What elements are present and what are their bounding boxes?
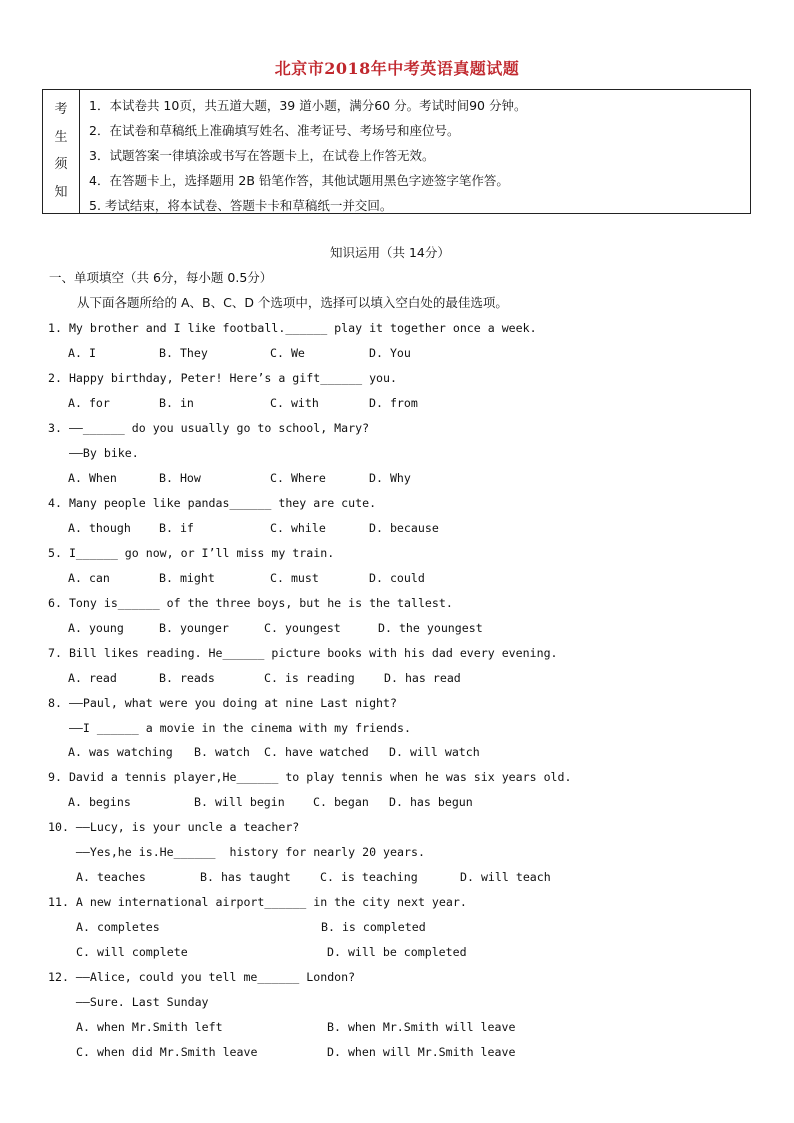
option: B. watch xyxy=(194,745,250,759)
notice-label-char: 知 xyxy=(54,185,68,201)
notice-label xyxy=(43,90,80,213)
option: C. will complete xyxy=(76,945,188,959)
question-stem: 1. My brother and I like football.______ play it together once a week. xyxy=(48,321,537,335)
option: A. when Mr.Smith left xyxy=(76,1020,223,1034)
option: A. read xyxy=(68,671,117,685)
question-stem: 10. ——Lucy, is your uncle a teacher? xyxy=(48,820,300,834)
option: D. could xyxy=(369,571,425,585)
exam-notice-box xyxy=(42,89,751,214)
option: B. How xyxy=(159,471,201,485)
option: C. must xyxy=(270,571,319,585)
question-stem: 3. ——______ do you usually go to school, Mary? xyxy=(48,421,370,435)
question-stem: ——By bike. xyxy=(48,446,139,460)
option: C. is reading xyxy=(264,671,355,685)
question-stem: 12. ——Alice, could you tell me______ London? xyxy=(48,970,356,984)
option: B. younger xyxy=(159,621,229,635)
option: D. will teach xyxy=(460,870,551,884)
option: A. was watching xyxy=(68,745,173,759)
option: B. in xyxy=(159,396,194,410)
option: B. if xyxy=(159,521,194,535)
notice-label-char: 须 xyxy=(54,157,68,173)
option: C. began xyxy=(313,795,369,809)
option: B. might xyxy=(159,571,215,585)
question-stem: 9. David a tennis player,He______ to play tennis when he was six years old. xyxy=(48,770,572,784)
option: A. When xyxy=(68,471,117,485)
option: D. the youngest xyxy=(378,621,483,635)
option: A. I xyxy=(68,346,96,360)
option: D. will watch xyxy=(389,745,480,759)
option: B. will begin xyxy=(194,795,285,809)
question-stem: 7. Bill likes reading. He______ picture books with his dad every evening. xyxy=(48,646,558,660)
option: D. from xyxy=(369,396,418,410)
notice-item: 5. 考试结束，将本试卷、答题卡卡和草稿纸一并交回。 xyxy=(89,198,393,213)
option: C. when did Mr.Smith leave xyxy=(76,1045,258,1059)
question-stem: 4. Many people like pandas______ they are cute. xyxy=(48,496,377,510)
notice-item: 2．在试卷和草稿纸上准确填写姓名、准考证号、考场号和座位号。 xyxy=(89,123,460,138)
option: C. have watched xyxy=(264,745,369,759)
section-heading: 知识运用（共 14分） xyxy=(330,245,450,260)
option: B. reads xyxy=(159,671,215,685)
option: D. You xyxy=(369,346,411,360)
question-stem: ——Yes,he is.He______ history for nearly 20 years. xyxy=(48,845,425,859)
option: A. teaches xyxy=(76,870,146,884)
question-stem: 11. A new international airport______ in the city next year. xyxy=(48,895,467,909)
page-title: 北京市2018年中考英语真题试题 xyxy=(274,59,520,78)
option: B. has taught xyxy=(200,870,291,884)
question-stem: 2. Happy birthday, Peter! Here’s a gift______ you. xyxy=(48,371,398,385)
option: B. when Mr.Smith will leave xyxy=(327,1020,516,1034)
option: A. for xyxy=(68,396,110,410)
option: D. will be completed xyxy=(327,945,467,959)
option: C. while xyxy=(270,521,326,535)
option: A. completes xyxy=(76,920,160,934)
part-title: 一、单项填空（共 6分，每小题 0.5分） xyxy=(49,270,273,285)
option: C. is teaching xyxy=(320,870,418,884)
notice-label-char: 生 xyxy=(54,129,68,145)
question-stem: 6. Tony is______ of the three boys, but he is the tallest. xyxy=(48,596,453,610)
option: D. because xyxy=(369,521,439,535)
question-stem: 8. ——Paul, what were you doing at nine Last night? xyxy=(48,696,398,710)
notice-items xyxy=(89,93,744,218)
option: C. youngest xyxy=(264,621,341,635)
option: A. can xyxy=(68,571,110,585)
notice-label-char: 考 xyxy=(54,101,68,117)
question-stem: ——Sure. Last Sunday xyxy=(48,995,209,1009)
option: D. when will Mr.Smith leave xyxy=(327,1045,516,1059)
option: B. They xyxy=(159,346,208,360)
option: A. young xyxy=(68,621,124,635)
question-stem: 5. I______ go now, or I’ll miss my train. xyxy=(48,546,335,560)
option: C. We xyxy=(270,346,305,360)
option: A. though xyxy=(68,521,131,535)
option: D. Why xyxy=(369,471,411,485)
option: D. has begun xyxy=(389,795,473,809)
notice-item: 1．本试卷共 10页，共五道大题，39 道小题，满分60 分。考试时间90 分钟。 xyxy=(89,98,527,113)
notice-item: 3．试题答案一律填涂或书写在答题卡上，在试卷上作答无效。 xyxy=(89,148,435,163)
option: C. with xyxy=(270,396,319,410)
option: A. begins xyxy=(68,795,131,809)
option: C. Where xyxy=(270,471,326,485)
notice-item: 4．在答题卡上，选择题用 2B 铅笔作答，其他试题用黑色字迹签字笔作答。 xyxy=(89,173,509,188)
question-stem: ——I ______ a movie in the cinema with my friends. xyxy=(48,721,411,735)
part-instruction: 从下面各题所给的 A、B、C、D 个选项中，选择可以填入空白处的最佳选项。 xyxy=(77,295,508,310)
option: B. is completed xyxy=(321,920,426,934)
option: D. has read xyxy=(384,671,461,685)
